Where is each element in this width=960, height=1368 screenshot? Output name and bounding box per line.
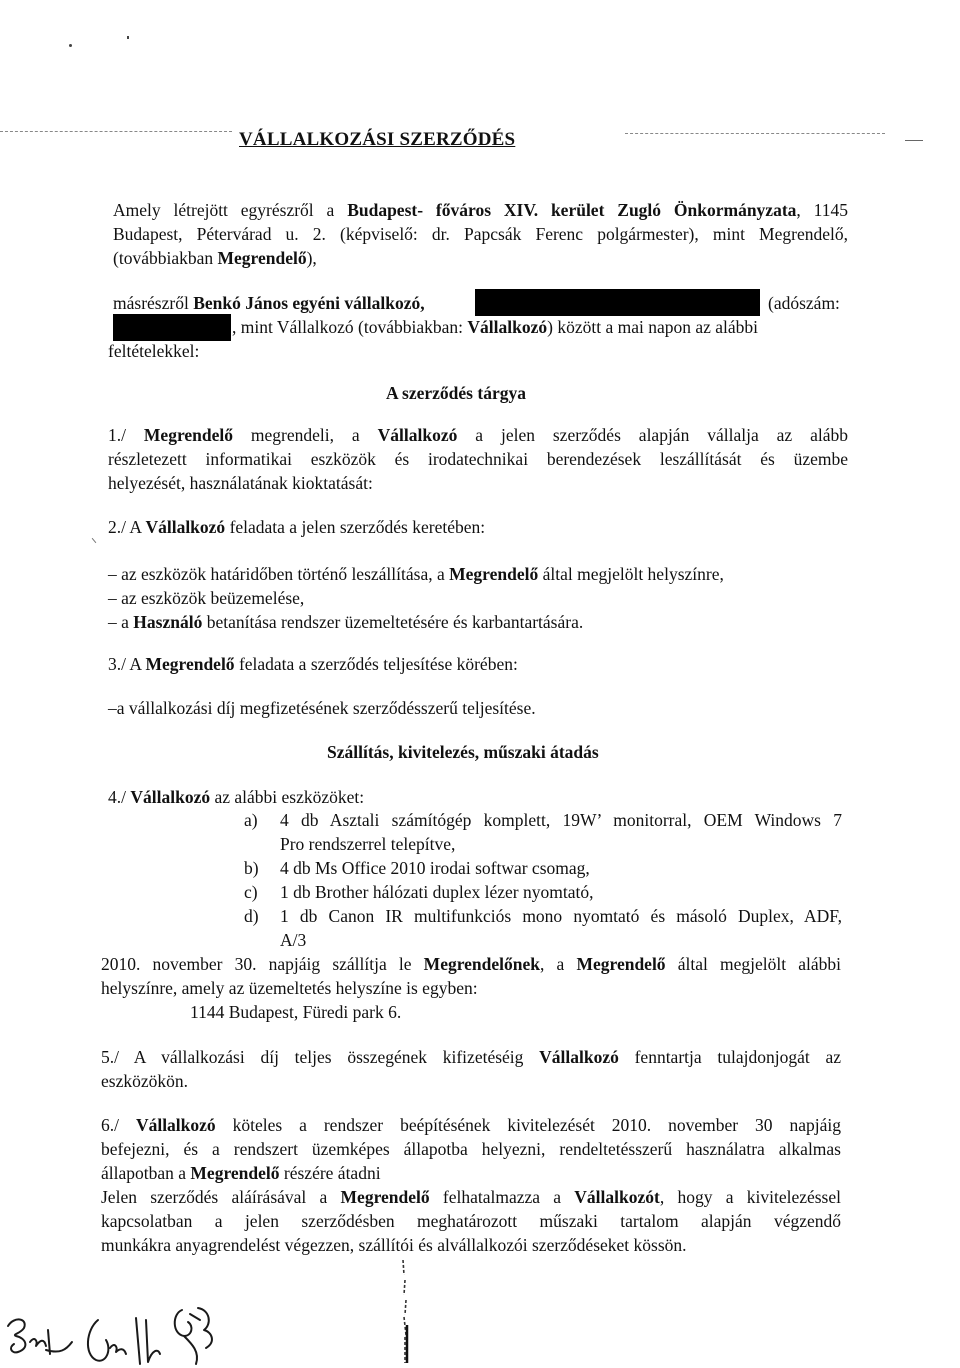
document-title: VÁLLALKOZÁSI SZERZŐDÉS — [239, 129, 516, 150]
p1-line-1: 1./ Megrendelő megrendeli, a Vállalkozó a jelen szerződés alapján vállalja az alább — [108, 425, 848, 445]
item-c-line: 1 db Brother hálózati duplex lézer nyomtató, — [280, 882, 594, 902]
task-item-3: – a Használó betanítása rendszer üzemeltetésére és karbantartására. — [108, 612, 584, 632]
task-item-2: – az eszközök beüzemelése, — [108, 588, 305, 608]
scan-tick — [92, 538, 97, 543]
p1-line-2: részletezett informatikai eszközök és irodatechnikai berendezések leszállítását és üzembe — [108, 449, 848, 469]
redaction-bar-name — [475, 289, 760, 316]
p6-line-1: 6./ Vállalkozó köteles a rendszer beépítésének kivitelezését 2010. november 30 napjáig — [101, 1115, 841, 1135]
p2-line: 2./ A Vállalkozó feladata a jelen szerződés keretében: — [108, 517, 486, 537]
intro-line-1: Amely létrejött egyrészről a Budapest- főváros XIV. kerület Zugló Önkormányzata, 1145 — [113, 200, 849, 220]
p3-line: 3./ A Megrendelő feladata a szerződés teljesítése körében: — [108, 654, 518, 674]
task-item-1: – az eszközök határidőben történő leszállítása, a Megrendelő által megjelölt helyszínre, — [108, 564, 724, 584]
p6-line-3: állapotban a Megrendelő részére átadni — [101, 1163, 381, 1183]
p1-line-3: helyezését, használatának kioktatását: — [108, 473, 373, 493]
scan-dot — [69, 44, 72, 47]
item-d-label: d) — [244, 906, 259, 926]
section-heading-subject: A szerződés tárgya — [386, 383, 526, 403]
delivery-address: 1144 Budapest, Füredi park 6. — [190, 1002, 402, 1022]
party2-line-2: , mint Vállalkozó (továbbiakban: Vállalkozó) között a mai napon az alábbi — [232, 317, 759, 337]
item-b-line: 4 db Ms Office 2010 irodai softwar csomag, — [280, 858, 590, 878]
item-d-line-2: A/3 — [280, 930, 307, 950]
item-a-label: a) — [244, 810, 258, 830]
p6-line-6: munkákra anyagrendelést végezzen, szállítói és alvállalkozói szerződéseket kössön. — [101, 1235, 687, 1255]
item-b-label: b) — [244, 858, 259, 878]
section-heading-delivery: Szállítás, kivitelezés, műszaki átadás — [327, 742, 599, 762]
header-rule-mark — [905, 140, 923, 141]
p6-line-4: Jelen szerződés aláírásával a Megrendelő felhatalmazza a Vállalkozót, hogy a kivitelezéssel — [101, 1187, 841, 1207]
intro-line-3: (továbbiakban Megrendelő), — [113, 248, 317, 268]
p5-line-2: eszközökön. — [101, 1071, 188, 1091]
header-rule-left — [0, 131, 232, 132]
item-c-label: c) — [244, 882, 258, 902]
p3-item: –a vállalkozási díj megfizetésének szerződésszerű teljesítése. — [108, 698, 536, 718]
p4-line: 4./ Vállalkozó az alábbi eszközöket: — [108, 787, 365, 807]
item-a-line-2: Pro rendszerrel telepítve, — [280, 834, 456, 854]
party2-line-1c: (adószám: — [768, 293, 840, 313]
item-d-line-1: 1 db Canon IR multifunkciós mono nyomtató és másoló Duplex, ADF, — [280, 906, 842, 926]
party2-line-3: feltételekkel: — [108, 341, 200, 361]
binding-mark — [395, 1255, 415, 1365]
scan-dot — [127, 36, 129, 39]
header-rule-right — [625, 133, 885, 134]
intro-line-2: Budapest, Pétervárad u. 2. (képviselő: dr. Papcsák Ferenc polgármester), mint Megrendelő, — [113, 224, 848, 244]
party2-line-1a: másrészről Benkó János egyéni vállalkozó, — [113, 293, 425, 313]
delivery-line-1: 2010. november 30. napjáig szállítja le Megrendelőnek, a Megrendelő által megjelölt alábbi — [101, 954, 841, 974]
handwritten-initials-signature — [0, 1290, 260, 1368]
p6-line-2: befejezni, és a rendszert üzemképes állapotba helyezni, rendeltetésszerű használatra alkalmas — [101, 1139, 841, 1159]
p6-line-5: kapcsolatban a jelen szerződésben meghatározott műszaki tartalom alapján végzendő — [101, 1211, 841, 1231]
p5-line-1: 5./ A vállalkozási díj teljes összegének kifizetéséig Vállalkozó fenntartja tulajdonjogát az — [101, 1047, 841, 1067]
redaction-bar-taxid — [113, 314, 231, 341]
item-a-line-1: 4 db Asztali számítógép komplett, 19W’ monitorral, OEM Windows 7 — [280, 810, 842, 830]
delivery-line-2: helyszínre, amely az üzemeltetés helyszíne is egyben: — [101, 978, 478, 998]
